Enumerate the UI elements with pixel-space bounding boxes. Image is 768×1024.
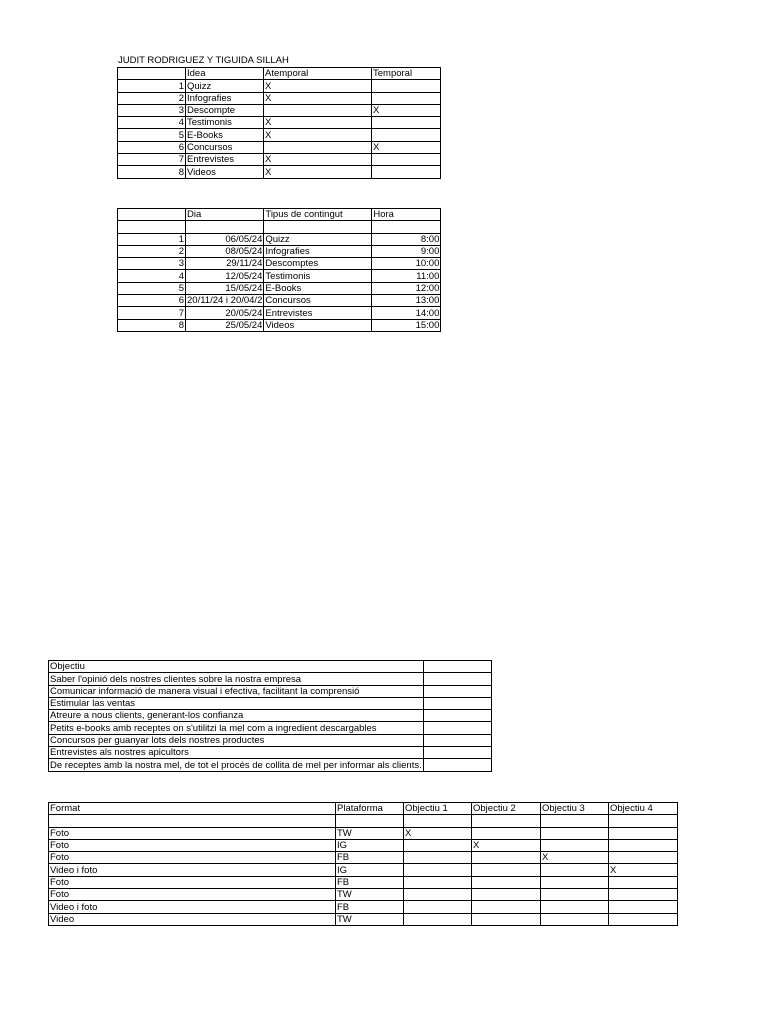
cell-objective-4[interactable] — [609, 889, 678, 901]
cell-number[interactable]: 6 — [118, 295, 186, 307]
table-row — [118, 80, 441, 92]
table-header-row — [49, 661, 492, 673]
cell-content-type[interactable]: Quizz — [264, 233, 372, 245]
table-row — [118, 166, 441, 178]
cell-time[interactable]: 11:00 — [372, 270, 441, 282]
empty-cell[interactable] — [609, 815, 678, 827]
objective-text: Atreure a nous clients, generant-los confianza — [50, 710, 244, 722]
cell-content-type[interactable]: E-Books — [264, 282, 372, 294]
cell-objective-2[interactable] — [472, 889, 541, 901]
empty-cell[interactable] — [264, 221, 372, 233]
header-cell[interactable]: Objectiu — [49, 661, 424, 673]
table-row — [118, 282, 441, 294]
cell-idea[interactable]: Infografies — [186, 92, 264, 104]
cell-objective-3[interactable] — [541, 889, 609, 901]
table-row — [118, 233, 441, 245]
cell-platform[interactable]: FB — [336, 901, 404, 913]
cell-number[interactable]: 3 — [118, 104, 186, 116]
cell-content-type[interactable]: Concursos — [264, 295, 372, 307]
cell-format[interactable]: Foto — [49, 852, 336, 864]
cell-number[interactable]: 3 — [118, 258, 186, 270]
cell-objective-3[interactable] — [541, 901, 609, 913]
empty-cell[interactable] — [404, 815, 472, 827]
cell-number[interactable]: 4 — [118, 270, 186, 282]
empty-cell[interactable] — [423, 734, 491, 746]
cell-platform[interactable]: FB — [336, 876, 404, 888]
empty-cell[interactable] — [423, 673, 491, 685]
table-row — [49, 734, 492, 746]
empty-cell[interactable] — [118, 221, 186, 233]
document-title: JUDIT RODRIGUEZ Y TIGUIDA SILLAH — [118, 55, 289, 66]
empty-cell[interactable] — [423, 685, 491, 697]
cell-atemporal[interactable]: X — [264, 80, 372, 92]
table-row — [118, 141, 441, 153]
cell-objective-4[interactable] — [609, 852, 678, 864]
cell-content-type[interactable]: Infografies — [264, 245, 372, 257]
table-row — [118, 117, 441, 129]
header-cell[interactable]: Dia — [186, 209, 264, 221]
cell-format[interactable]: Foto — [49, 839, 336, 851]
cell-objective[interactable] — [49, 747, 424, 759]
table-row — [118, 245, 441, 257]
header-cell[interactable] — [118, 209, 186, 221]
cell-date[interactable]: 08/05/24 — [186, 245, 264, 257]
cell-platform[interactable]: IG — [336, 864, 404, 876]
ideas-table — [117, 67, 441, 179]
table-row — [49, 747, 492, 759]
objective-text: Entrevistes als nostres apicultors — [50, 747, 189, 759]
table-row — [49, 697, 492, 709]
cell-objective-4[interactable] — [609, 876, 678, 888]
header-cell[interactable]: Atemporal — [264, 68, 372, 80]
cell-date[interactable]: 25/05/24 — [186, 319, 264, 331]
cell-objective[interactable] — [49, 759, 424, 771]
cell-date[interactable]: 29/11/24 — [186, 258, 264, 270]
cell-temporal[interactable]: X — [372, 104, 441, 116]
cell-atemporal[interactable]: X — [264, 154, 372, 166]
cell-number[interactable]: 7 — [118, 154, 186, 166]
table-row — [49, 852, 678, 864]
header-cell[interactable]: Format — [49, 803, 336, 815]
cell-objective-4[interactable] — [609, 827, 678, 839]
cell-objective-2[interactable] — [472, 913, 541, 925]
cell-format[interactable]: Foto — [49, 827, 336, 839]
cell-format[interactable]: Video i foto — [49, 901, 336, 913]
cell-time[interactable]: 10:00 — [372, 258, 441, 270]
cell-number[interactable]: 5 — [118, 282, 186, 294]
cell-number[interactable]: 1 — [118, 233, 186, 245]
empty-cell[interactable] — [541, 815, 609, 827]
cell-number[interactable]: 8 — [118, 319, 186, 331]
cell-time[interactable]: 12:00 — [372, 282, 441, 294]
cell-objective[interactable] — [49, 685, 424, 697]
table-row — [49, 839, 678, 851]
table-row — [118, 270, 441, 282]
cell-temporal[interactable] — [372, 166, 441, 178]
cell-objective-1[interactable]: X — [404, 827, 472, 839]
empty-cell[interactable] — [49, 815, 336, 827]
cell-objective-4[interactable] — [609, 901, 678, 913]
cell-format[interactable]: Foto — [49, 876, 336, 888]
format-platform-table — [48, 802, 678, 926]
cell-idea[interactable]: Descompte — [186, 104, 264, 116]
cell-atemporal[interactable]: X — [264, 166, 372, 178]
cell-number[interactable]: 8 — [118, 166, 186, 178]
table-row — [49, 876, 678, 888]
cell-number[interactable]: 5 — [118, 129, 186, 141]
cell-content-type[interactable]: Testimonis — [264, 270, 372, 282]
schedule-table — [117, 208, 441, 332]
cell-format[interactable]: Video — [49, 913, 336, 925]
cell-objective-3[interactable]: X — [541, 852, 609, 864]
header-cell[interactable]: Objectiu 3 — [541, 803, 609, 815]
cell-idea[interactable]: Concursos — [186, 141, 264, 153]
cell-date[interactable]: 15/05/24 — [186, 282, 264, 294]
header-cell[interactable]: Tipus de contingut — [264, 209, 372, 221]
cell-objective-4[interactable]: X — [609, 864, 678, 876]
table-row — [49, 827, 678, 839]
cell-temporal[interactable] — [372, 80, 441, 92]
cell-objective[interactable] — [49, 734, 424, 746]
cell-format[interactable]: Video i foto — [49, 864, 336, 876]
cell-number[interactable]: 6 — [118, 141, 186, 153]
cell-objective-1[interactable] — [404, 852, 472, 864]
header-cell[interactable]: Temporal — [372, 68, 441, 80]
cell-time[interactable]: 14:00 — [372, 307, 441, 319]
cell-objective-3[interactable] — [541, 827, 609, 839]
table-row — [118, 92, 441, 104]
empty-row — [49, 815, 678, 827]
cell-objective-4[interactable] — [609, 839, 678, 851]
table-row — [118, 129, 441, 141]
header-cell[interactable]: Idea — [186, 68, 264, 80]
cell-date[interactable]: 20/05/24 — [186, 307, 264, 319]
objective-text: Petits e-books amb receptes on s'utilitzi la mel com a ingredient descargables — [50, 722, 377, 734]
empty-cell[interactable] — [423, 710, 491, 722]
table-header-row — [118, 68, 441, 80]
cell-temporal[interactable] — [372, 154, 441, 166]
cell-objective-2[interactable] — [472, 852, 541, 864]
cell-objective-3[interactable] — [541, 913, 609, 925]
cell-idea[interactable]: E-Books — [186, 129, 264, 141]
table-row — [49, 722, 492, 734]
cell-objective-1[interactable] — [404, 876, 472, 888]
cell-objective-2[interactable] — [472, 827, 541, 839]
cell-content-type[interactable]: Entrevistes — [264, 307, 372, 319]
cell-date[interactable]: 06/05/24 — [186, 233, 264, 245]
empty-cell[interactable] — [423, 697, 491, 709]
cell-time[interactable]: 9:00 — [372, 245, 441, 257]
cell-number[interactable]: 2 — [118, 245, 186, 257]
objective-text: Concursos per guanyar lots dels nostres productes — [50, 735, 265, 747]
table-row — [49, 901, 678, 913]
table-row — [49, 913, 678, 925]
cell-number[interactable]: 1 — [118, 80, 186, 92]
cell-platform[interactable]: FB — [336, 852, 404, 864]
table-row — [118, 104, 441, 116]
cell-atemporal[interactable] — [264, 104, 372, 116]
cell-atemporal[interactable] — [264, 141, 372, 153]
empty-cell[interactable] — [336, 815, 404, 827]
cell-content-type[interactable]: Descomptes — [264, 258, 372, 270]
table-row — [49, 710, 492, 722]
empty-cell[interactable] — [372, 221, 441, 233]
cell-objective[interactable] — [49, 673, 424, 685]
table-row — [49, 673, 492, 685]
header-cell[interactable]: Plataforma — [336, 803, 404, 815]
cell-date[interactable]: 20/11/24 i 20/04/2 — [187, 295, 263, 307]
cell-platform[interactable]: TW — [336, 889, 404, 901]
table-header-row — [49, 803, 678, 815]
header-cell[interactable]: Hora — [372, 209, 441, 221]
cell-objective-2[interactable]: X — [472, 839, 541, 851]
table-header-row — [118, 209, 441, 221]
cell-number[interactable]: 2 — [118, 92, 186, 104]
table-row — [49, 759, 492, 771]
empty-cell[interactable] — [423, 722, 491, 734]
cell-objective-4[interactable] — [609, 913, 678, 925]
empty-cell[interactable] — [423, 661, 491, 673]
cell-objective-3[interactable] — [541, 864, 609, 876]
header-cell[interactable]: Objectiu 1 — [404, 803, 472, 815]
table-row — [118, 319, 441, 331]
cell-objective[interactable] — [49, 722, 424, 734]
cell-objective[interactable] — [49, 710, 424, 722]
table-row — [118, 258, 441, 270]
table-row — [118, 295, 441, 307]
cell-content-type[interactable]: Videos — [264, 319, 372, 331]
table-row — [49, 685, 492, 697]
objective-text: De receptes amb la nostra mel, de tot el procés de collita de mel per informar als clients. — [50, 759, 422, 771]
empty-cell[interactable] — [472, 815, 541, 827]
cell-objective-1[interactable] — [404, 864, 472, 876]
objective-text: Estimular las ventas — [50, 698, 136, 710]
cell-number[interactable]: 7 — [118, 307, 186, 319]
cell-objective-3[interactable] — [541, 839, 609, 851]
cell-time[interactable]: 15:00 — [372, 319, 441, 331]
header-cell[interactable]: Objectiu 4 — [609, 803, 678, 815]
cell-objective-2[interactable] — [472, 876, 541, 888]
cell-temporal[interactable]: X — [372, 141, 441, 153]
cell-objective-1[interactable] — [404, 839, 472, 851]
cell-temporal[interactable] — [372, 92, 441, 104]
cell-objective[interactable] — [49, 697, 424, 709]
cell-objective-3[interactable] — [541, 876, 609, 888]
objective-text: Comunicar informació de manera visual i efectiva, facilitant la comprensió — [50, 685, 360, 697]
cell-idea[interactable]: Entrevistes — [186, 154, 264, 166]
cell-objective-2[interactable] — [472, 901, 541, 913]
cell-temporal[interactable] — [372, 117, 441, 129]
empty-cell[interactable] — [423, 759, 491, 771]
cell-format[interactable]: Foto — [49, 889, 336, 901]
cell-platform[interactable]: IG — [336, 839, 404, 851]
cell-platform[interactable]: TW — [336, 913, 404, 925]
cell-number[interactable]: 4 — [118, 117, 186, 129]
cell-idea[interactable]: Quizz — [186, 80, 264, 92]
cell-atemporal[interactable]: X — [264, 129, 372, 141]
cell-idea[interactable]: Videos — [186, 166, 264, 178]
header-cell[interactable]: Objectiu 2 — [472, 803, 541, 815]
table-row — [49, 889, 678, 901]
cell-time[interactable]: 8:00 — [372, 233, 441, 245]
cell-date[interactable]: 12/05/24 — [186, 270, 264, 282]
objective-text: Saber l'opinió dels nostres clientes sobre la nostra empresa — [50, 673, 302, 685]
empty-cell[interactable] — [186, 221, 264, 233]
table-row — [118, 307, 441, 319]
empty-row — [118, 221, 441, 233]
cell-idea[interactable]: Testimonis — [186, 117, 264, 129]
table-row — [49, 864, 678, 876]
cell-atemporal[interactable]: X — [264, 117, 372, 129]
table-row — [118, 154, 441, 166]
cell-objective-1[interactable] — [404, 901, 472, 913]
cell-objective-1[interactable] — [404, 889, 472, 901]
objectives-table — [48, 660, 492, 772]
cell-temporal[interactable] — [372, 129, 441, 141]
cell-objective-2[interactable] — [472, 864, 541, 876]
cell-platform[interactable]: TW — [336, 827, 404, 839]
header-cell[interactable] — [118, 68, 186, 80]
empty-cell[interactable] — [423, 747, 491, 759]
cell-objective-1[interactable] — [404, 913, 472, 925]
cell-time[interactable]: 13:00 — [372, 295, 441, 307]
cell-atemporal[interactable]: X — [264, 92, 372, 104]
